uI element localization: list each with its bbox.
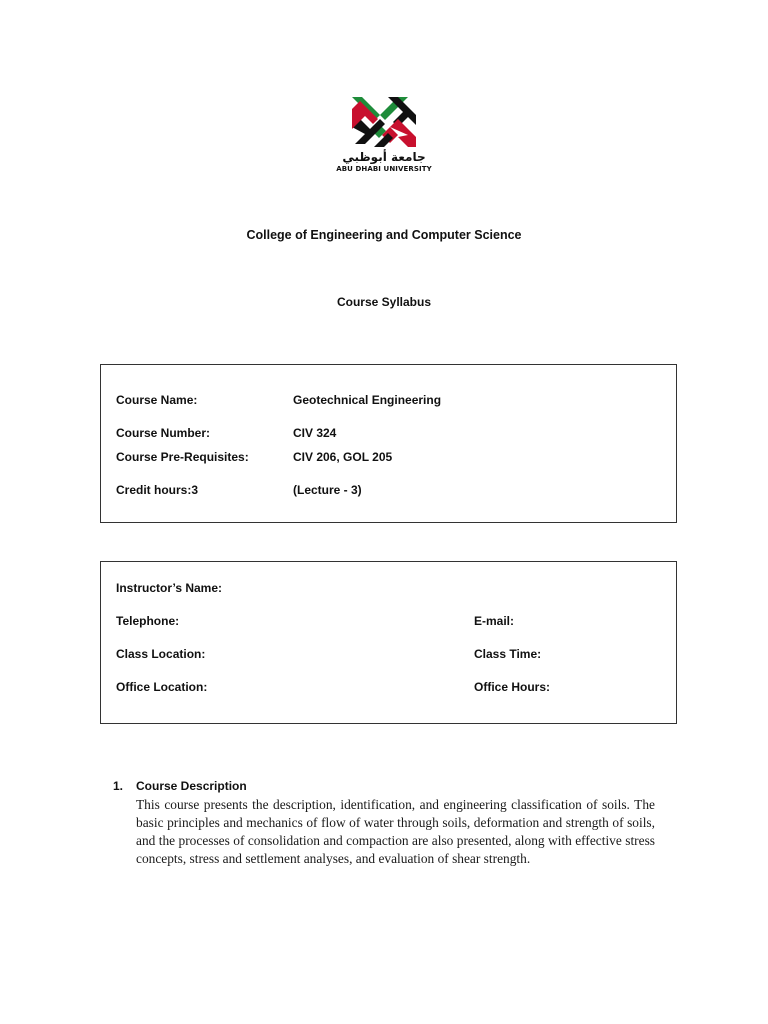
section-title: Course Description — [136, 779, 247, 793]
instructor-name-label: Instructor’s Name: — [116, 581, 223, 595]
logo-arabic-name: جامعة أبوظبي — [342, 150, 426, 164]
course-name-label: Course Name: — [116, 393, 198, 407]
office-hours-label: Office Hours: — [474, 680, 551, 694]
section-body-text: This course presents the description, identification, and engineering classification of soils. The basic principles and mechanics of flow of water through soils, deformation and strength of soils, and the processes of consolidation and compaction are also presented, along with effective stress concepts, stress and settlement analyses, and evaluation of shear strength. — [136, 797, 655, 866]
telephone-label: Telephone: — [116, 614, 180, 628]
class-time-label: Class Time: — [474, 647, 542, 661]
credit-hours-value: (Lecture - 3) — [293, 483, 362, 497]
course-number-label: Course Number: — [116, 426, 211, 440]
instructor-info-box — [100, 561, 677, 724]
college-title: College of Engineering and Computer Science — [246, 228, 522, 242]
section-number: 1. — [113, 779, 124, 793]
office-location-label: Office Location: — [116, 680, 208, 694]
document-title: Course Syllabus — [336, 295, 432, 309]
university-emblem-icon — [352, 95, 416, 149]
course-number-value: CIV 324 — [293, 426, 337, 440]
email-label: E-mail: — [474, 614, 515, 628]
logo-english-name: ABU DHABI UNIVERSITY — [336, 165, 432, 173]
university-logo — [333, 95, 435, 177]
prerequisites-value: CIV 206, GOL 205 — [293, 450, 393, 464]
section-heading — [113, 779, 655, 796]
course-info-box — [100, 364, 677, 523]
course-description-section — [113, 779, 655, 868]
course-name-value: Geotechnical Engineering — [293, 393, 442, 407]
class-location-label: Class Location: — [116, 647, 206, 661]
credit-hours-label: Credit hours:3 — [116, 483, 199, 497]
prerequisites-label: Course Pre-Requisites: — [116, 450, 249, 464]
